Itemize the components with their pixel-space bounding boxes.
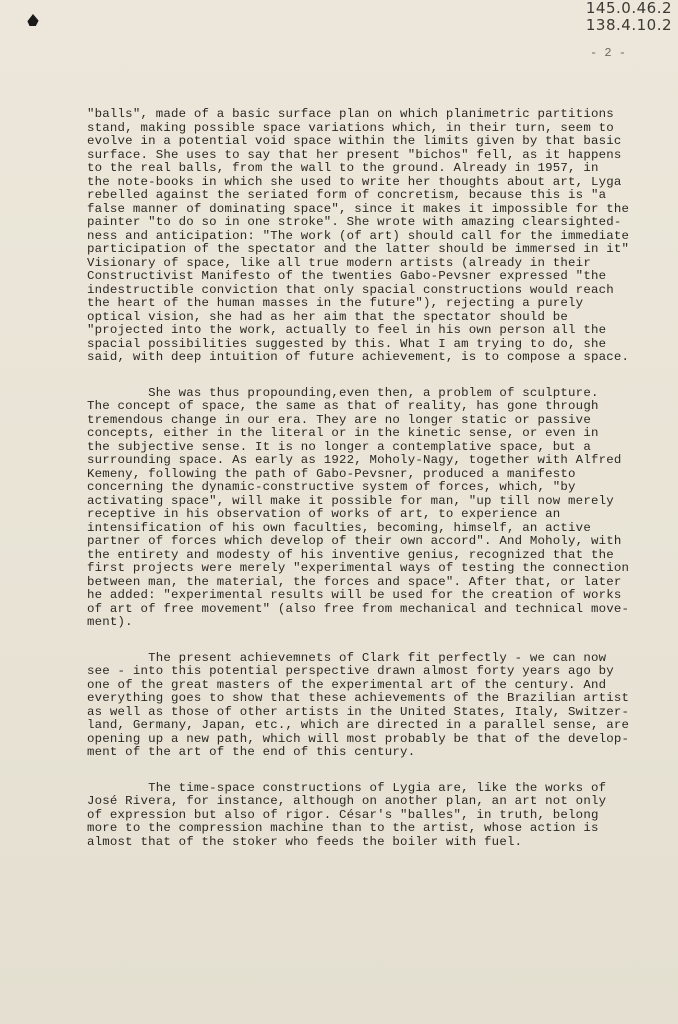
text-line: the note-books in which she used to write her thoughts about art, Lyga xyxy=(87,174,622,189)
text-line: ment of the art of the end of this century. xyxy=(87,745,416,759)
punch-hole-mark xyxy=(26,14,40,26)
text-line: the entirety and modesty of his inventive genius, recognized that the xyxy=(87,547,614,562)
paragraph xyxy=(87,387,662,630)
text-line: The concept of space, the same as that of reality, has gone through xyxy=(87,399,599,413)
text-line: activating space", will make it possible for man, "up till now merely xyxy=(87,493,614,508)
text-line: false manner of dominating space", since it makes it impossible for the xyxy=(87,201,630,216)
text-line: see - into this potential perspective drawn almost forty years ago by xyxy=(87,664,614,678)
text-line: "projected into the work, actually to feel in his own person all the xyxy=(87,323,607,337)
text-line: She was thus propounding,even then, a problem of sculpture. xyxy=(87,385,599,400)
text-line: surface. She uses to say that her present "bichos" fell, as it happens xyxy=(87,147,622,162)
text-line: evolve in a potential void space within the limits given by that basic xyxy=(87,134,622,148)
text-line: said, with deep intuition of future achievement, is to compose a space. xyxy=(87,350,630,364)
text-line: one of the great masters of the experimental art of the century. And xyxy=(87,677,607,692)
text-line: concepts, either in the literal or in the kinetic sense, or even in xyxy=(87,426,599,440)
text-line: Visionary of space, like all true modern artists (already in their xyxy=(87,255,591,270)
paragraph xyxy=(87,108,662,365)
text-line: almost that of the stoker who feeds the boiler with fuel. xyxy=(87,834,523,849)
text-line: of art of free movement" (also free from mechanical and technical move- xyxy=(87,601,630,616)
text-line: painter "to do so in one stroke". She wrote with amazing clearsighted- xyxy=(87,215,622,229)
text-line: surrounding space. As early as 1922, Moholy-Nagy, together with Alfred xyxy=(87,453,622,467)
paragraph xyxy=(87,652,662,760)
text-line: stand, making possible space variations which, in their turn, seem to xyxy=(87,120,614,135)
text-line: the heart of the human masses in the future"), rejecting a purely xyxy=(87,296,584,310)
text-line: receptive in his observation of works of art, to experience an xyxy=(87,507,561,521)
text-line: ness and anticipation: "The work (of art) should call for the immediate xyxy=(87,228,630,243)
text-line: The time-space constructions of Lygia are, like the works of xyxy=(87,780,607,795)
text-line: as well as those of other artists in the United States, Italy, Switzer- xyxy=(87,704,630,719)
text-line: of expression but also of rigor. César's "balles", in truth, belong xyxy=(87,807,599,822)
text-line: opening up a new path, which will most probably be that of the develop- xyxy=(87,731,630,746)
text-line: José Rivera, for instance, although on another plan, an art not only xyxy=(87,794,607,808)
text-line: to the real balls, from the wall to the ground. Already in 1957, in xyxy=(87,161,599,175)
archive-number-line-1: 145.0.46.2 xyxy=(585,0,672,17)
text-line: The present achievemnets of Clark fit perfectly - we can now xyxy=(87,650,607,665)
text-line: Constructivist Manifesto of the twenties Gabo-Pevsner expressed "the xyxy=(87,269,607,283)
text-line: the subjective sense. It is no longer a contemplative space, but a xyxy=(87,439,591,454)
archive-number xyxy=(586,0,672,34)
text-line: first projects were merely "experimental ways of testing the connection xyxy=(87,561,630,575)
text-line: everything goes to show that these achievements of the Brazilian artist xyxy=(87,691,630,705)
text-line: land, Germany, Japan, etc., which are directed in a parallel sense, are xyxy=(87,718,630,732)
text-line: between man, the material, the forces and space". After that, or later xyxy=(87,574,622,589)
text-line: intensification of his own faculties, becoming, himself, an active xyxy=(87,520,591,535)
text-line: partner of forces which develop of their own accord". And Moholy, with xyxy=(87,534,622,548)
text-line: participation of the spectator and the latter should be immersed in it" xyxy=(87,242,630,256)
text-line: indestructible conviction that only spacial constructions would reach xyxy=(87,282,614,297)
text-line: more to the compression machine than to the artist, whose action is xyxy=(87,821,599,835)
text-line: Kemeny, following the path of Gabo-Pevsner, produced a manifesto xyxy=(87,466,576,481)
text-line: rebelled against the seriated form of concretism, because this is "a xyxy=(87,188,607,202)
text-line: concerning the dynamic-constructive system of forces, which, "by xyxy=(87,480,576,494)
paragraph xyxy=(87,782,662,850)
text-line: tremendous change in our era. They are no longer static or passive xyxy=(87,412,591,427)
text-line: spacial possibilities suggested by this. What I am trying to do, she xyxy=(87,336,607,351)
text-line: ment). xyxy=(87,615,133,629)
text-line: "balls", made of a basic surface plan on which planimetric partitions xyxy=(87,107,614,121)
text-line: he added: "experimental results will be used for the creation of works xyxy=(87,588,622,602)
archive-number-line-2: 138.4.10.2 xyxy=(585,16,672,34)
page-number: - 2 - xyxy=(590,46,627,60)
body-text xyxy=(87,108,662,871)
text-line: optical vision, she had as her aim that the spectator should be xyxy=(87,309,569,324)
